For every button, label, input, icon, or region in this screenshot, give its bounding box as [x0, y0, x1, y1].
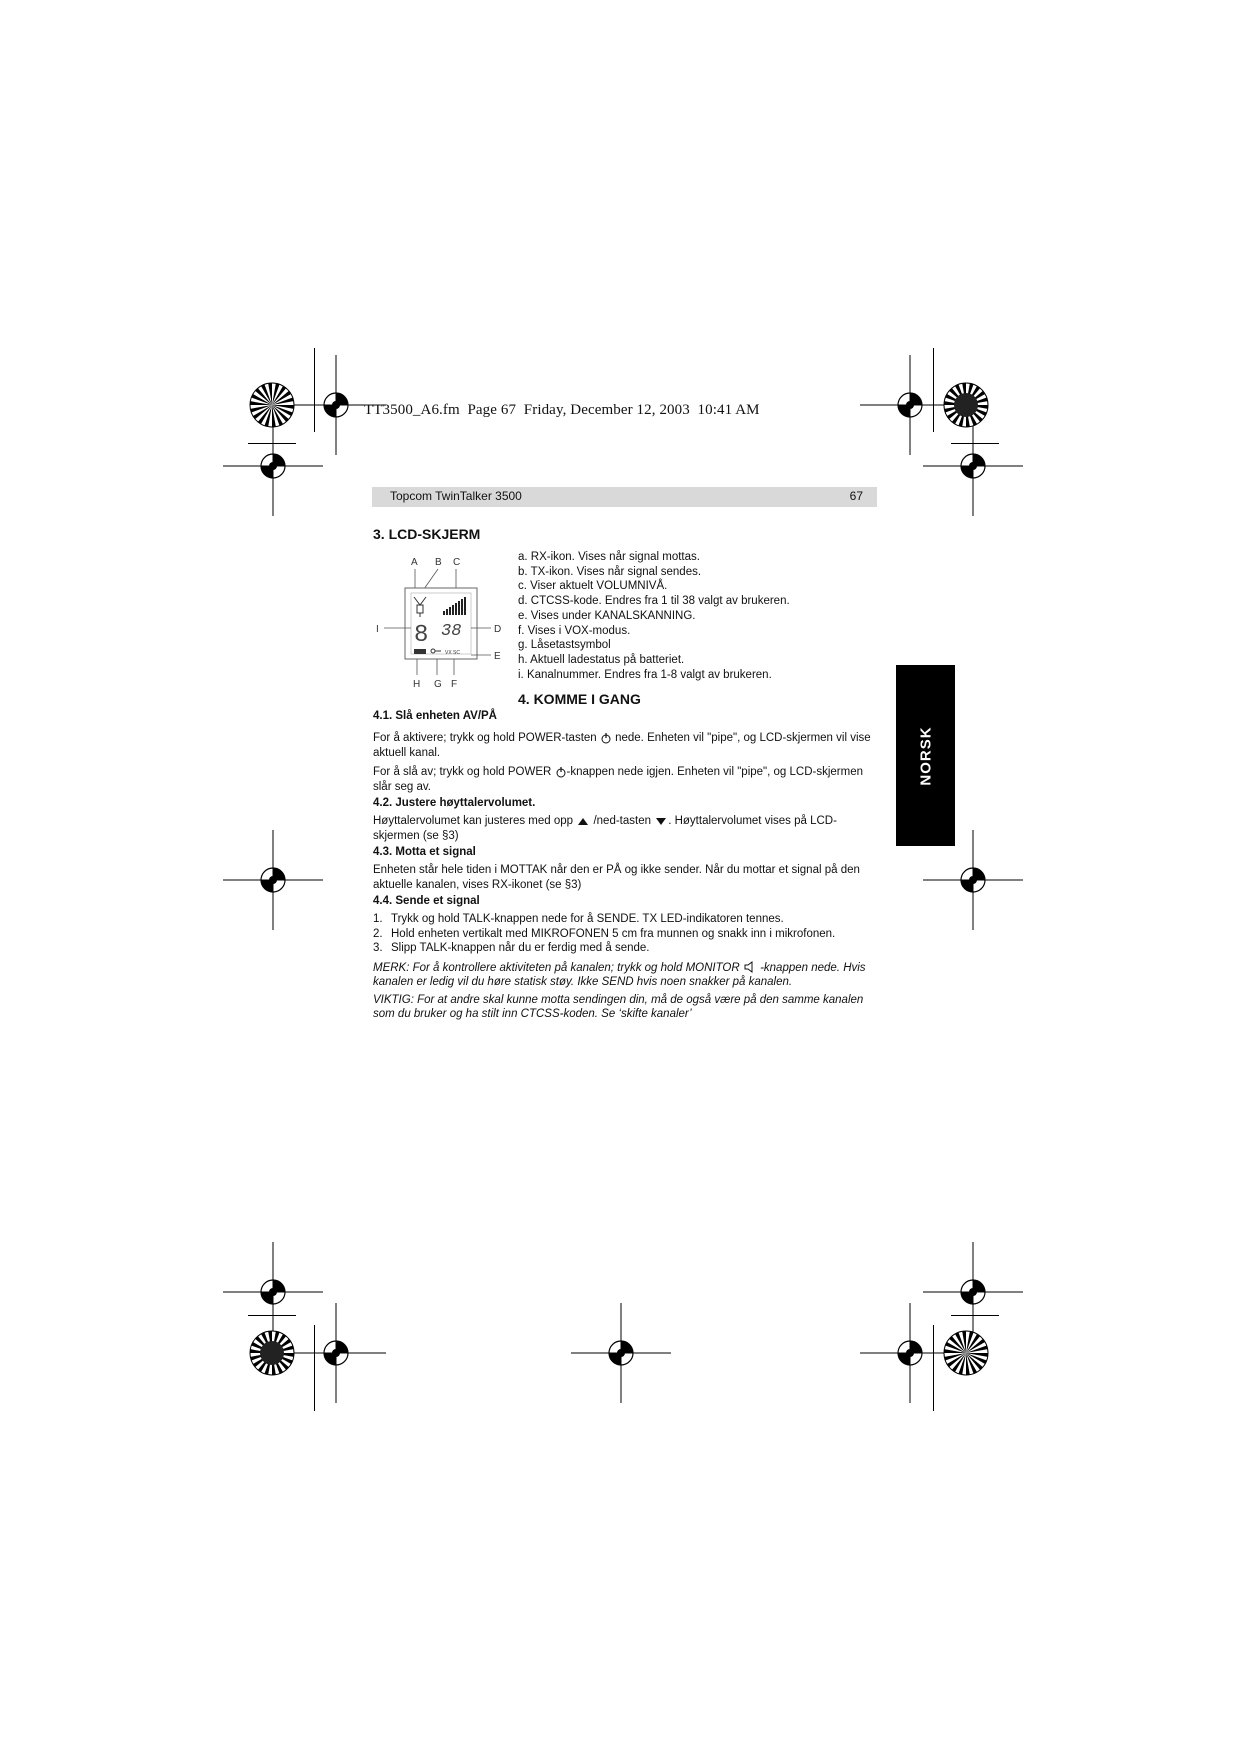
list-item: 2. Hold enheten vertikalt med MIKROFONEN 5 cm fra munnen og snakk inn i mikrofonen. — [373, 927, 836, 940]
s44-heading: 4.4. Sende et signal — [373, 895, 480, 907]
registration-star-mark — [250, 383, 294, 427]
diagram-label-a: A — [411, 557, 418, 568]
s43-para: Enheten står hele tiden i MOTTAK når den er PÅ og ikke sender. Når du mottar et signal på den aktuelle kanalen, vises RX-ikonet (se §3) — [373, 864, 860, 891]
registration-star-mark — [944, 383, 988, 427]
language-tab-label: NORSK — [917, 725, 934, 786]
legend-item: b. TX-ikon. Vises når signal sendes. — [518, 565, 702, 578]
legend-item: c. Viser aktuelt VOLUMNIVÅ. — [518, 580, 668, 593]
s41-para2: For å slå av; trykk og hold POWER -knappen nede igjen. Enheten vil "pipe", og LCD-skjermen slår seg av. — [373, 766, 863, 793]
diagram-label-h: H — [413, 679, 421, 690]
registration-star-mark — [250, 1331, 294, 1375]
legend-item: f. Vises i VOX-modus. — [518, 624, 631, 637]
vox-scan-indicator: VX SC — [445, 650, 461, 656]
ctcss-code: 38 — [441, 622, 462, 641]
s43-heading: 4.3. Motta et signal — [373, 846, 476, 858]
note-monitor: MERK: For å kontrollere aktiviteten på kanalen; trykk og hold MONITOR -knappen nede. Hvis kanalen er ledig vil du høre statisk støy. Ikke SEND hvis noen snakker på kanalen. — [373, 961, 866, 988]
s42-heading: 4.2. Justere høyttalervolumet. — [373, 797, 536, 809]
lcd-legend — [518, 550, 790, 682]
list-item: 3. Slipp TALK-knappen når du er ferdig med å sende. — [373, 942, 650, 954]
diagram-label-e: E — [494, 651, 501, 662]
legend-item: d. CTCSS-kode. Endres fra 1 til 38 valgt av brukeren. — [518, 595, 790, 608]
note-important: VIKTIG: For at andre skal kunne motta sendingen din, må de også være på den samme kanalen som du bruker og ha stilt inn CTCSS-koden. Se ‘skifte kanaler’ — [373, 993, 864, 1020]
down-arrow-icon — [654, 816, 668, 826]
legend-item: a. RX-ikon. Vises når signal mottas. — [518, 551, 700, 563]
registration-star-mark — [944, 1331, 988, 1375]
page-number: 67 — [849, 489, 863, 503]
battery-icon — [414, 649, 426, 654]
diagram-label-d: D — [494, 624, 502, 635]
section-3-heading: 3. LCD-SKJERM — [373, 526, 481, 542]
lcd-diagram — [372, 553, 508, 691]
s41-para1: For å aktivere; trykk og hold POWER-tasten nede. Enheten vil "pipe", og LCD-skjermen vil vise aktuell kanal. — [373, 732, 871, 759]
legend-item: g. Låsetastsymbol — [518, 639, 611, 652]
diagram-label-i: I — [376, 624, 379, 635]
diagram-label-b: B — [435, 557, 442, 568]
power-icon — [555, 766, 567, 778]
diagram-label-g: G — [434, 679, 442, 690]
speaker-icon — [743, 961, 757, 973]
up-arrow-icon — [576, 816, 590, 826]
diagram-label-c: C — [453, 557, 461, 568]
legend-item: i. Kanalnummer. Endres fra 1-8 valgt av brukeren. — [518, 668, 772, 681]
legend-item: h. Aktuell ladestatus på batteriet. — [518, 653, 685, 666]
section-4-body — [373, 710, 879, 1022]
diagram-label-f: F — [451, 679, 458, 690]
section-4-heading: 4. KOMME I GANG — [518, 691, 641, 707]
header-title: Topcom TwinTalker 3500 — [390, 489, 522, 503]
s44-steps — [373, 912, 879, 956]
page-header — [372, 487, 877, 507]
language-tab — [896, 665, 955, 846]
s42-para: Høyttalervolumet kan justeres med opp /ned-tasten . Høyttalervolumet vises på LCD-skjermen (se §3) — [373, 815, 837, 842]
channel-digit: 8 — [414, 622, 429, 649]
s41-heading: 4.1. Slå enheten AV/PÅ — [373, 710, 497, 722]
file-slug: TT3500_A6.fm Page 67 Friday, December 12, 2003 10:41 AM — [364, 402, 760, 418]
list-item: 1. Trykk og hold TALK-knappen nede for å SENDE. TX LED-indikatoren tennes. — [373, 913, 784, 925]
legend-item: e. Vises under KANALSKANNING. — [518, 609, 696, 622]
power-icon — [600, 732, 612, 744]
